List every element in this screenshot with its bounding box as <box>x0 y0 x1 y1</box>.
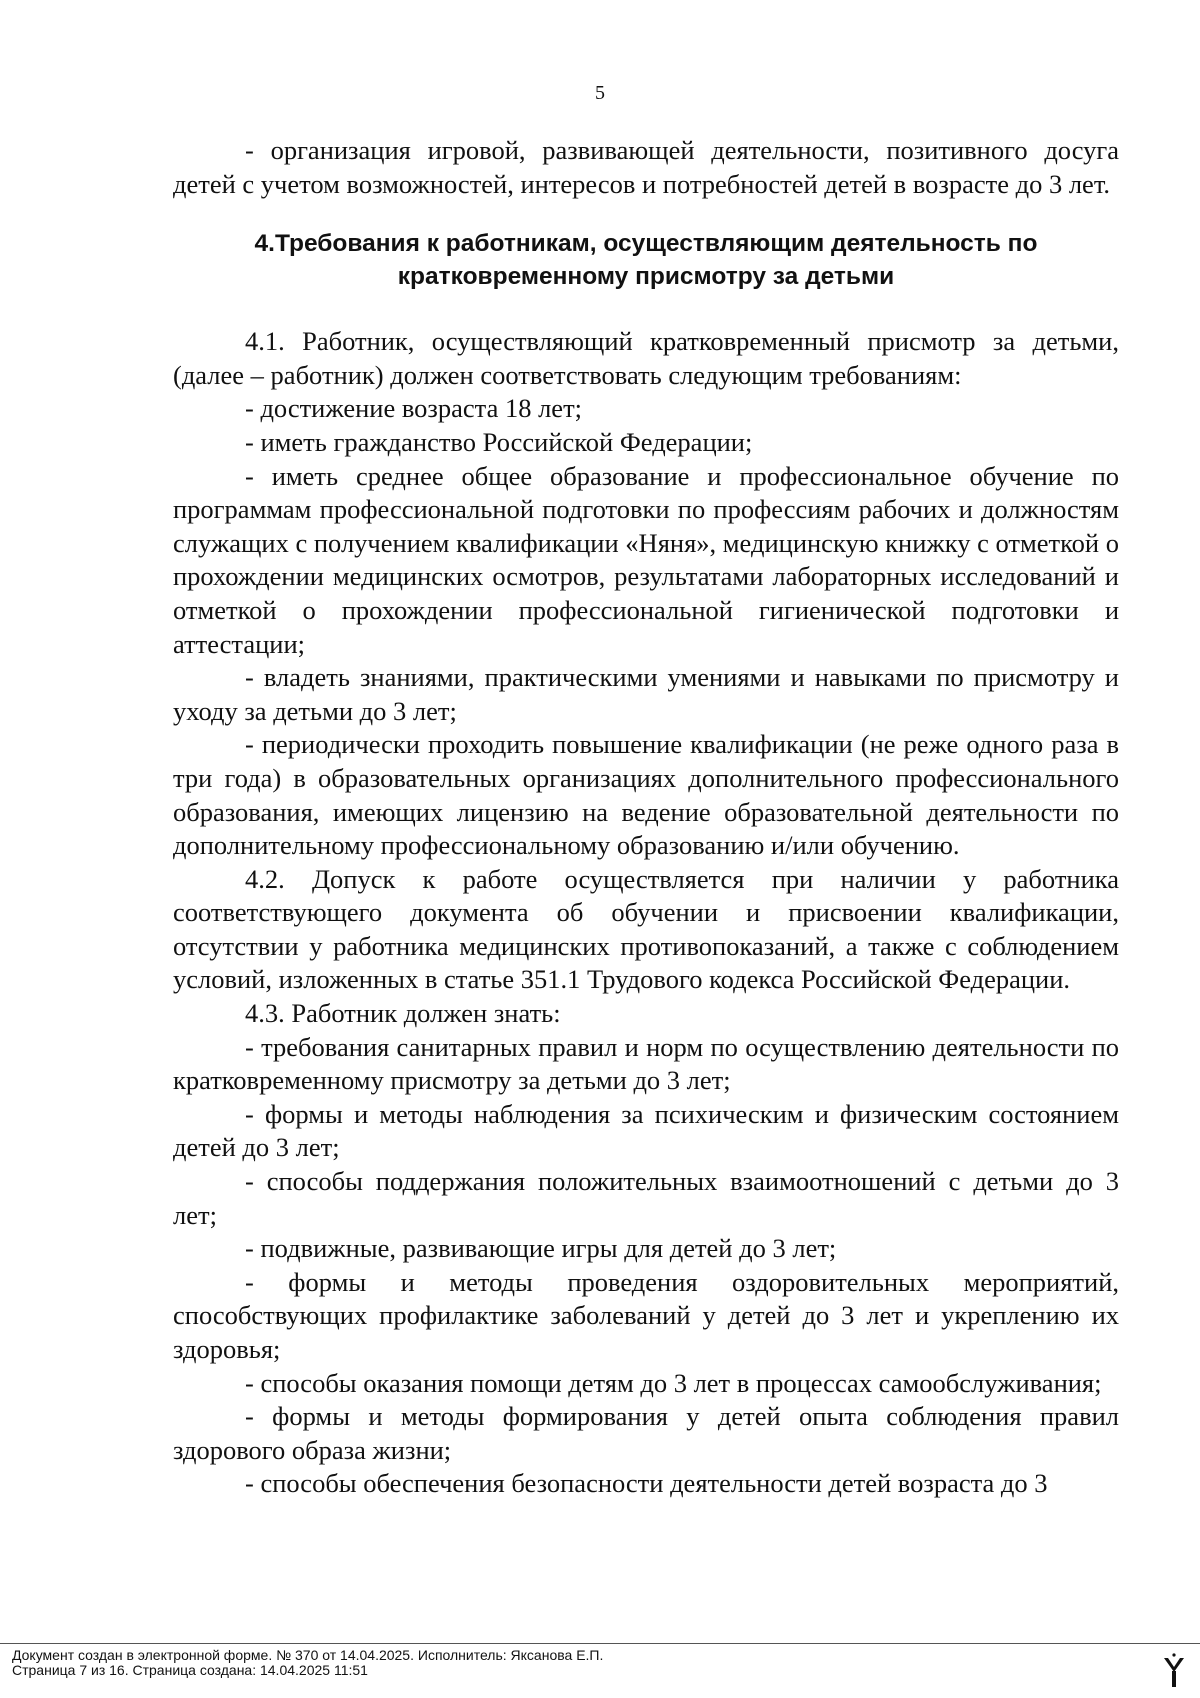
list-item-age: - достижение возраста 18 лет; <box>245 393 583 424</box>
section-title-line-1: 4.Требования к работникам, осуществляющим деятельность по <box>254 230 1038 258</box>
list-item-education: - иметь среднее общее образование и профессиональное обучение по программам профессиональной подготовки по профессиям рабочих и должностям служащих с получением квалификации «Няня», медицинскую книжку с отметкой о прохождении медицинских осмотров, результатами лабораторных исследований и отметкой о прохождении профессиональной гигиенической подготовки и аттестации; <box>173 460 1119 659</box>
list-item-safety: - способы обеспечения безопасности деятельности детей возраста до 3 <box>245 1468 1048 1499</box>
list-item-qualification: - периодически проходить повышение квалификации (не реже одного раза в три года) в образовательных организациях дополнительного профессионального образования, имеющих лицензию на ведение образовательной деятельности по дополнительному профессиональному образованию и/или обучению. <box>173 729 1119 861</box>
emblem-icon <box>1162 1652 1186 1690</box>
list-item-health: - формы и методы проведения оздоровительных мероприятий, способствующих профилактике заболеваний у детей до 3 лет и укреплению их здоровья; <box>173 1266 1119 1364</box>
list-item-self-care: - способы оказания помощи детям до 3 лет в процессах самообслуживания; <box>245 1367 1102 1398</box>
list-item-relationships: - способы поддержания положительных взаимоотношений с детьми до 3 лет; <box>173 1166 1119 1230</box>
document-footer <box>12 1648 603 1678</box>
paragraph-4-1: 4.1. Работник, осуществляющий кратковременный присмотр за детьми, (далее – работник) должен соответствовать следующим требованиям: <box>173 326 1119 390</box>
footer-line-2: Страница 7 из 16. Страница создана: 14.04.2025 11:51 <box>12 1662 368 1678</box>
paragraph-4-2: 4.2. Допуск к работе осуществляется при наличии у работника соответствующего документа об обучении и присвоении квалификации, отсутствии у работника медицинских противопоказаний, а также с соблюдением условий, изложенных в статье 351.1 Трудового кодекса Российской Федерации. <box>173 863 1119 995</box>
section-title-line-2: кратковременному присмотру за детьми <box>397 263 895 291</box>
list-item-sanitary: - требования санитарных правил и норм по осуществлению деятельности по кратковременному присмотру за детьми до 3 лет; <box>173 1031 1119 1096</box>
list-item-citizenship: - иметь гражданство Российской Федерации; <box>245 426 753 457</box>
list-item-games: - подвижные, развивающие игры для детей до 3 лет; <box>245 1233 837 1264</box>
footer-divider <box>0 1643 1200 1644</box>
intro-paragraph: - организация игровой, развивающей деятельности, позитивного досуга детей с учетом возможностей, интересов и потребностей детей в возрасте до 3 лет. <box>173 135 1119 199</box>
page-number: 5 <box>595 82 605 104</box>
list-item-observation: - формы и методы наблюдения за психическим и физическим состоянием детей до 3 лет; <box>173 1098 1119 1163</box>
footer-line-1: Документ создан в электронной форме. № 370 от 14.04.2025. Исполнитель: Яксанова Е.П. <box>12 1647 604 1663</box>
list-item-lifestyle: - формы и методы формирования у детей опыта соблюдения правил здорового образа жизни; <box>173 1401 1119 1465</box>
paragraph-4-3: 4.3. Работник должен знать: <box>245 998 561 1029</box>
document-body <box>173 134 1119 1501</box>
list-item-skills: - владеть знаниями, практическими умениями и навыками по присмотру и уходу за детьми до 3 лет; <box>173 662 1119 726</box>
section-heading <box>173 227 1119 293</box>
